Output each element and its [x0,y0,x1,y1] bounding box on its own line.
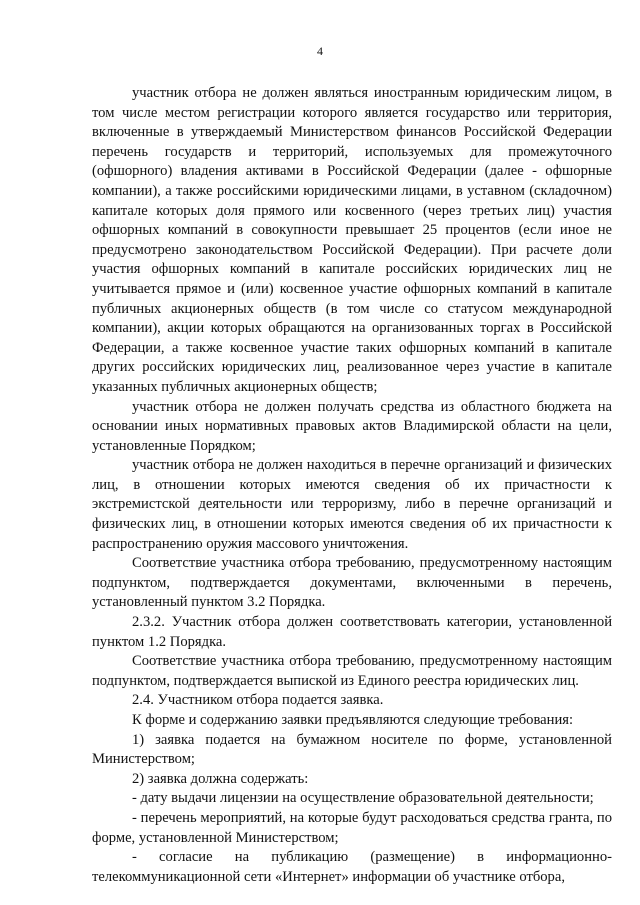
paragraph-application-requirements: К форме и содержанию заявки предъявляются следующие требования: [132,712,574,728]
paragraph-compliance-documents: Соответствие участника отбора требованию, предусмотренному настоящим подпунктом, подтверждается документами, включенными в перечень, установленный пунктом 3.2 Порядка. [92,555,612,611]
paragraph-publication-consent: - согласие на публикацию (размещение) в информационно-телекоммуникационной сети «Интернет» информации об участнике отбора, [92,849,612,885]
paragraph-item-2: 2) заявка должна содержать: [132,770,309,787]
paragraph-activities-list: - перечень мероприятий, на которые будут расходоваться средства гранта, по форме, установленной Министерством; [92,809,612,846]
paragraph-extremism-list-requirement: участник отбора не должен находиться в перечне организаций и физических лиц, в отношении которых имеются сведения об их причастности к экстремистской деятельности или терроризму, либо в перечне организаций и физических лиц, в отношении которых имеются сведения об их причастности к распространению оружия массового уничтожения. [92,457,612,552]
document-body [92,84,612,887]
page-number: 4 [317,44,323,58]
paragraph-compliance-registry: Соответствие участника отбора требованию, предусмотренному настоящим подпунктом, подтверждается выпиской из Единого реестра юридических лиц. [92,653,612,689]
paragraph-2-4: 2.4. Участником отбора подается заявка. [132,692,384,709]
paragraph-2-3-2: 2.3.2. Участник отбора должен соответствовать категории, установленной пунктом 1.2 Порядка. [92,614,612,650]
paragraph-license-date: - дату выдачи лицензии на осуществление образовательной деятельности; [132,790,594,807]
paragraph-item-1: 1) заявка подается на бумажном носителе по форме, установленной Министерством; [92,731,612,768]
paragraph-regional-budget-requirement: участник отбора не должен получать средства из областного бюджета на основании иных нормативных правовых актов Владимирской области на цели, установленные Порядком; [92,398,612,454]
paragraph-offshore-requirement: участник отбора не должен являться иностранным юридическим лицом, в том числе местом регистрации которого является государство или территория, включенные в утверждаемый Министерством финансов Российской Федерации перечень государств и территорий, используемых для промежуточного (офшорного) владения активами в Российской Федерации (далее - офшорные компании), а также российскими юридическими лицами, в уставном (складочном) капитале которых доля прямого или косвенного (через третьих лиц) участия офшорных компаний в совокупности превышает 25 процентов (если иное не предусмотрено законодательством Российской Федерации). При расчете доли участия офшорных компаний в капитале российских юридических лиц не учитывается прямое и (или) косвенное участие офшорных компаний в капитале публичных акционерных обществ (в том числе со статусом международной компании), акции которых обращаются на организованных торгах в Российской Федерации, а также косвенное участие таких офшорных компаний в капитале других российских юридических лиц, реализованное через участие в капитале указанных публичных акционерных обществ; [92,85,612,395]
